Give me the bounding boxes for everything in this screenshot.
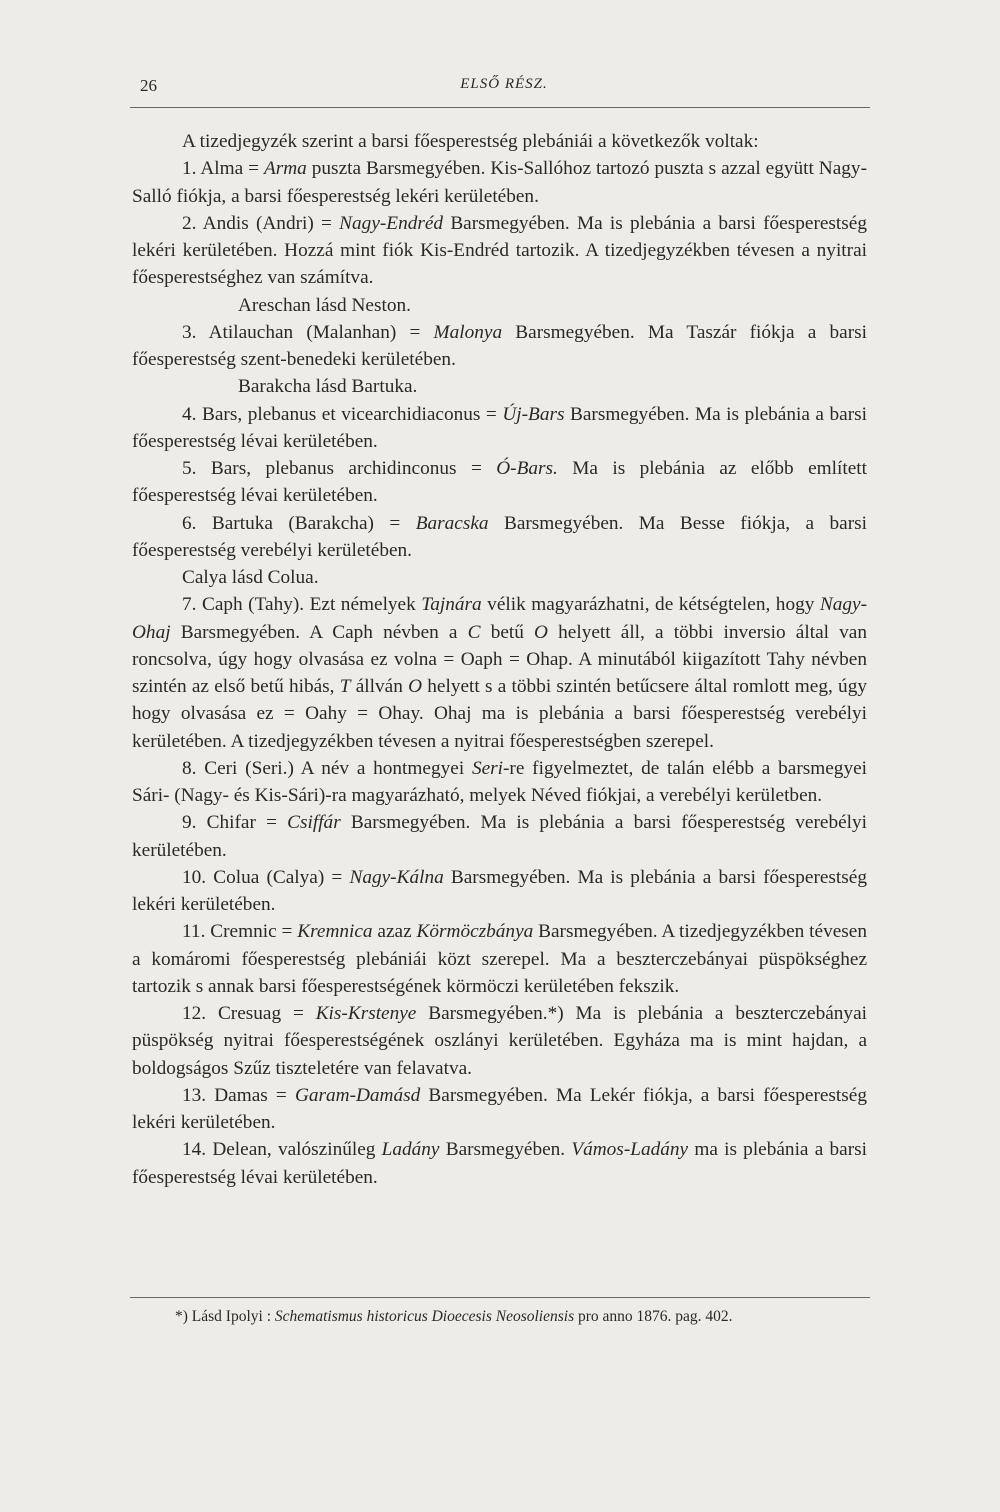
text-run: ma is plebánia a barsi főesperestség lévai kerületében. — [132, 1139, 867, 1188]
text-run: 12. Cresuag = — [182, 1003, 316, 1024]
place-name: Malonya — [433, 321, 503, 343]
text-run: betű — [480, 621, 535, 643]
text-run: Barsmegyében. Ma Lekér fiókja, a barsi főesperestség lekéri kerületében. — [132, 1084, 867, 1133]
place-name: Seri — [471, 757, 503, 779]
header-rule — [130, 107, 870, 108]
text-run: állván — [350, 676, 409, 697]
paragraph — [132, 564, 867, 591]
text-run: 14. Delean, valószinűleg — [182, 1139, 382, 1161]
text-run: Calya lásd Colua. — [182, 567, 319, 588]
text-run: puszta Barsmegyében. Kis-Sallóhoz tartozó puszta s azzal együtt Nagy-Salló fiókja, a barsi főesperestség lekéri kerületében. — [132, 158, 867, 207]
text-run: Barsmegyében. Ma is plebánia a barsi főesperestség verebélyi kerületében. — [132, 812, 867, 861]
text-run: Areschan lásd Neston. — [238, 294, 411, 316]
paragraph — [132, 210, 867, 292]
cross-reference — [132, 373, 867, 400]
place-name: Nagy-Ohaj — [132, 594, 868, 643]
paragraph — [132, 510, 867, 565]
text-run: 5. Bars, plebanus archidinconus = — [182, 458, 497, 479]
text-run: Barsmegyében.*) Ma is plebánia a beszterczebányai püspökség nyitrai főesperestségének oszlányi kerületében. Egyháza ma is mint hajdan, a boldogságos Szűz tiszteletére van felavatva. — [132, 1003, 867, 1079]
place-name: Arma — [263, 158, 307, 180]
place-name: T — [339, 676, 351, 697]
text-run: Barsmegyében. Ma is plebánia a barsi főesperestség lekéri kerületében. — [132, 866, 867, 915]
text-run: Barsmegyében. A Caph névben a — [170, 621, 468, 643]
footnote-tail: pro anno 1876. pag. 402. — [577, 1308, 733, 1325]
text-run: azaz — [372, 921, 417, 943]
place-name: Ladány — [381, 1139, 440, 1161]
text-run: Barsmegyében. Ma Besse fiókja, a barsi főesperestség verebélyi kerületében. — [132, 512, 867, 561]
text-run: 13. Damas = — [182, 1084, 295, 1106]
text-run: 9. Chifar = — [182, 812, 288, 834]
paragraph — [132, 128, 867, 155]
text-run: Ma is plebánia az előbb említett főesperestség lévai kerületében. — [132, 458, 867, 507]
page-number: 26 — [140, 76, 157, 95]
text-run: 2. Andis (Andri) = — [182, 212, 340, 234]
footnote — [175, 1306, 875, 1328]
text-run: Barsmegyében. A tizedjegyzékben tévesen a komáromi főesperestség plebániái közt szerepel. Ma a beszterczebányai püspökséghez tartozik s annak barsi főesperestségének körmöczi kerületében fekszik. — [132, 921, 867, 997]
body-text — [132, 128, 867, 1191]
place-name: O — [408, 676, 423, 697]
place-name: O — [534, 621, 548, 643]
footnote-marker: *) — [175, 1308, 188, 1325]
paragraph — [132, 155, 867, 210]
footnote-rule — [130, 1297, 870, 1298]
paragraph — [132, 455, 867, 510]
paragraph — [132, 401, 867, 456]
paragraph — [132, 809, 867, 864]
place-name: Tajnára — [421, 594, 482, 616]
text-run: Barsmegyében. Ma is plebánia a barsi főesperestség lévai kerületében. — [132, 403, 867, 452]
place-name: Új-Bars — [502, 403, 565, 425]
footnote-title: Schematismus historicus Dioecesis Neosoliensis — [274, 1308, 575, 1325]
text-run: A tizedjegyzék szerint a barsi főesperestség plebániái a következők voltak: — [182, 131, 759, 152]
paragraph — [132, 864, 867, 919]
text-run: 3. Atilauchan (Malanhan) = — [182, 321, 434, 343]
place-name: Nagy-Endréd — [339, 212, 444, 234]
text-run: -re figyelmeztet, de talán elébb a barsmegyei Sári- (Nagy- és Kis-Sári)-ra magyarázható, melyek Néved fiókjai, a verebélyi kerületben. — [132, 757, 868, 806]
place-name: Vámos-Ladány — [571, 1139, 689, 1161]
text-run: vélik magyarázhatni, de kétségtelen, hogy — [481, 594, 820, 616]
text-run: 7. Caph (Tahy). Ezt némelyek — [182, 594, 422, 616]
paragraph — [132, 1136, 867, 1191]
place-name: C — [467, 621, 481, 643]
paragraph — [132, 1000, 867, 1082]
text-run: 10. Colua (Calya) = — [182, 866, 350, 888]
place-name: Csiffár — [287, 812, 341, 834]
place-name: Ó-Bars. — [496, 458, 558, 479]
place-name: Körmöczbánya — [416, 921, 534, 943]
place-name: Kis-Krstenye — [315, 1003, 417, 1024]
paragraph — [132, 319, 867, 374]
footnote-lead: Lásd Ipolyi : — [191, 1308, 272, 1325]
running-title: ELSŐ RÉSZ. — [460, 76, 548, 92]
text-run: 11. Cremnic = — [182, 921, 298, 943]
text-run: Barsmegyében. Ma Taszár fiókja a barsi főesperestség szent-benedeki kerületében. — [132, 321, 867, 370]
text-run: 6. Bartuka (Barakcha) = — [182, 512, 416, 534]
paragraph — [132, 1082, 867, 1137]
text-run: 1. Alma = — [182, 158, 264, 180]
text-run: 4. Bars, plebanus et vicearchidiaconus = — [182, 403, 503, 425]
text-run: Barakcha lásd Bartuka. — [238, 376, 418, 398]
text-run: 8. Ceri (Seri.) A név a hontmegyei — [182, 757, 472, 779]
paragraph — [132, 591, 867, 755]
place-name: Baracska — [415, 512, 489, 534]
place-name: Nagy-Kálna — [349, 866, 444, 888]
text-run: Barsmegyében. Ma is plebánia a barsi főesperestség lekéri kerületében. Hozzá mint fiók Kis-Endréd tartozik. A tizedjegyzékben tévesen a nyitrai főesperestséghez van számítva. — [132, 212, 867, 289]
paragraph — [132, 918, 867, 1000]
text-run: Barsmegyében. — [439, 1139, 572, 1161]
place-name: Garam-Damásd — [294, 1084, 421, 1106]
page-header — [140, 76, 868, 104]
place-name: Kremnica — [297, 921, 373, 943]
paragraph — [132, 755, 867, 810]
cross-reference — [132, 292, 867, 319]
text-run: helyett áll, a többi inversio által van roncsolva, úgy hogy olvasása ez volna = Oaph = Ohap. A minutából kiigazított Tahy névben szintén az első betű hibás, — [132, 621, 867, 697]
text-run: helyett s a többi szintén betűcsere által romlott meg, úgy hogy olvasása ez = Oahy = Ohay. Ohaj ma is plebánia a barsi főesperestség verebélyi kerületében. A tizedjegyzékben tévesen a nyitrai főesperestségben szerepel. — [132, 676, 867, 752]
